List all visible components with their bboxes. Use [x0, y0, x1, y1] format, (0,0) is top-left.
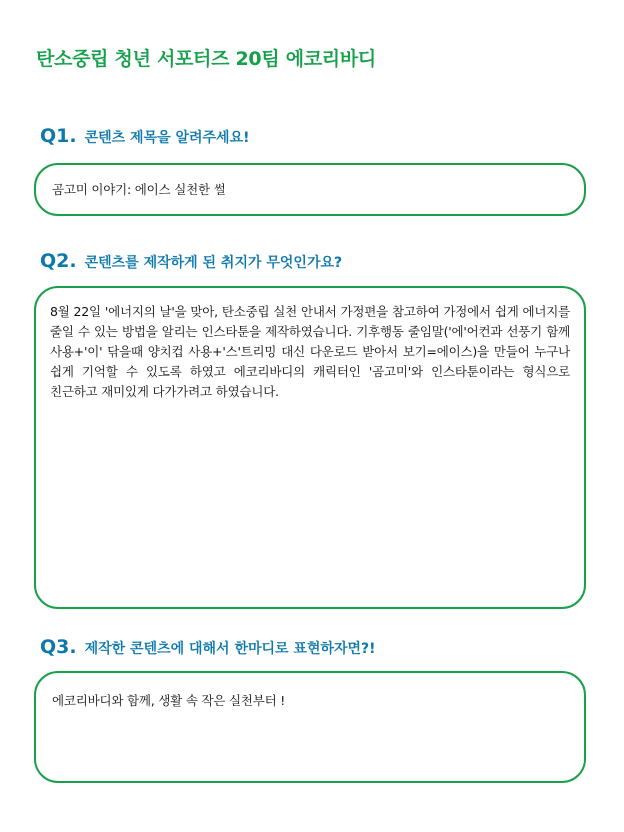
- page-title: 탄소중립 청년 서포터즈 20팀 에코리바디: [36, 48, 376, 70]
- question-1: [40, 125, 250, 147]
- question-2-number: Q2.: [40, 250, 77, 272]
- answer-1-text: 곰고미 이야기: 에이스 실천한 썰: [52, 182, 226, 197]
- answer-2-text: 8월 22일 '에너지의 날'을 맞아, 탄소중립 실천 안내서 가정편을 참고하여 가정에서 쉽게 에너지를 줄일 수 있는 방법을 알리는 인스타툰을 제작하였습니다. 기후행동 줄임말('에'어컨과 선풍기 함께 사용+'이' 닦을때 양치컵 사용+'스'트리밍 대신 다운로드 받아서 보기=에이스)을 만들어 누구나 쉽게 기억할 수 있도록 하였고 에코리바디의 캐릭터인 '곰고미'와 인스타툰이라는 형식으로 친근하고 재미있게 다가가려고 하였습니다.: [50, 304, 570, 399]
- question-3: [40, 636, 376, 658]
- answer-1-box: [34, 163, 586, 216]
- question-1-number: Q1.: [40, 125, 77, 147]
- question-1-text: 콘텐츠 제목을 알려주세요!: [84, 130, 250, 146]
- answer-3-box: [34, 671, 586, 783]
- question-2: [40, 250, 342, 272]
- answer-3-text: 에코리바디와 함께, 생활 속 작은 실천부터 !: [52, 693, 286, 708]
- question-3-number: Q3.: [40, 636, 77, 658]
- question-3-text: 제작한 콘텐츠에 대해서 한마디로 표현하자면?!: [84, 641, 376, 657]
- question-2-text: 콘텐츠를 제작하게 된 취지가 무엇인가요?: [84, 255, 343, 271]
- answer-2-box: [34, 286, 586, 609]
